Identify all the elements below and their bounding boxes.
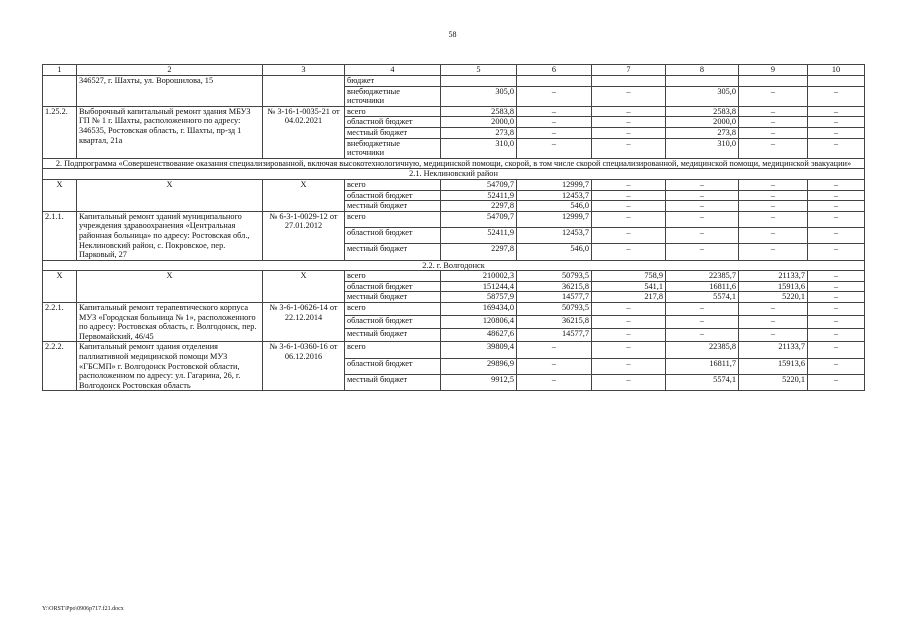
x-marker: Х xyxy=(263,271,345,303)
value-cell: – xyxy=(666,211,739,227)
column-header: 5 xyxy=(441,65,517,76)
value-cell: – xyxy=(808,244,865,260)
column-header: 3 xyxy=(263,65,345,76)
value-cell: 2297,8 xyxy=(441,201,517,212)
value-cell: – xyxy=(592,342,666,358)
funding-source: областной бюджет xyxy=(345,190,441,201)
item-number: 1.25.2. xyxy=(43,106,77,158)
value-cell: 52411,9 xyxy=(441,228,517,244)
value-cell: – xyxy=(592,201,666,212)
value-cell: – xyxy=(517,86,592,106)
x-marker: Х xyxy=(43,271,77,303)
value-cell: 217,8 xyxy=(592,292,666,303)
value-cell: 2000,0 xyxy=(441,117,517,128)
value-cell: 50793,5 xyxy=(517,303,592,316)
table-row xyxy=(43,271,865,282)
page-number: 58 xyxy=(448,30,457,39)
value-cell: – xyxy=(808,316,865,329)
value-cell: 5574,1 xyxy=(666,292,739,303)
value-cell: 54709,7 xyxy=(441,211,517,227)
funding-source: областной бюджет xyxy=(345,228,441,244)
value-cell: – xyxy=(592,244,666,260)
value-cell: – xyxy=(739,211,808,227)
column-header: 4 xyxy=(345,65,441,76)
value-cell: – xyxy=(517,138,592,158)
value-cell: – xyxy=(592,127,666,138)
value-cell: 546,0 xyxy=(517,201,592,212)
value-cell: – xyxy=(739,201,808,212)
value-cell: 36215,8 xyxy=(517,316,592,329)
value-cell: 305,0 xyxy=(441,86,517,106)
table-row xyxy=(43,179,865,190)
item-number xyxy=(43,76,77,107)
value-cell: 12999,7 xyxy=(517,211,592,227)
item-name: Капитальный ремонт зданий муниципального учреждения здравоохранения «Центральная районная больница» по адресу: Ростовская обл., Неклиновский район, с. Покровское, пер. Парковый, 27 xyxy=(77,211,263,260)
value-cell: – xyxy=(808,201,865,212)
section-title xyxy=(43,169,865,180)
value-cell: – xyxy=(808,106,865,117)
value-cell: – xyxy=(592,375,666,391)
value-cell: – xyxy=(592,106,666,117)
column-header: 7 xyxy=(592,65,666,76)
table-row xyxy=(43,342,865,358)
value-cell: – xyxy=(666,303,739,316)
value-cell: – xyxy=(517,127,592,138)
item-code: № 3-6-1-0626-14 от 22.12.2014 xyxy=(263,303,345,342)
value-cell: – xyxy=(739,190,808,201)
section-title-text: 2.1. Неклиновский район xyxy=(43,169,865,180)
subprogram-title-text: 2. Подпрограмма «Совершенствование оказания специализированной, включая высокотехнологичную, медицинской помощи, скорой, в том числе скорой специализированной, медицинской помощи, медицинской эвакуации» xyxy=(43,158,865,169)
value-cell: 2297,8 xyxy=(441,244,517,260)
funding-source: местный бюджет xyxy=(345,244,441,260)
value-cell: – xyxy=(808,127,865,138)
funding-source: внебюджетные источники xyxy=(345,86,441,106)
value-cell: – xyxy=(808,303,865,316)
value-cell: – xyxy=(517,117,592,128)
funding-source: внебюджетные источники xyxy=(345,138,441,158)
value-cell: – xyxy=(517,342,592,358)
table-row xyxy=(43,211,865,227)
value-cell: 310,0 xyxy=(666,138,739,158)
item-code: № 3-16-1-0035-21 от 04.02.2021 xyxy=(263,106,345,158)
value-cell: – xyxy=(592,86,666,106)
column-header: 6 xyxy=(517,65,592,76)
item-name: 346527, г. Шахты, ул. Ворошилова, 15 xyxy=(77,76,263,107)
value-cell: – xyxy=(739,138,808,158)
value-cell: – xyxy=(808,281,865,292)
funding-source: областной бюджет xyxy=(345,358,441,374)
value-cell: 12453,7 xyxy=(517,190,592,201)
budget-table xyxy=(42,64,865,391)
value-cell: 2000,0 xyxy=(666,117,739,128)
value-cell xyxy=(441,76,517,87)
value-cell: 2583,8 xyxy=(441,106,517,117)
column-header: 1 xyxy=(43,65,77,76)
value-cell: – xyxy=(517,106,592,117)
value-cell: – xyxy=(808,86,865,106)
column-header: 10 xyxy=(808,65,865,76)
value-cell: – xyxy=(666,228,739,244)
header-row xyxy=(43,65,865,76)
value-cell: 15913,6 xyxy=(739,281,808,292)
value-cell: 15913,6 xyxy=(739,358,808,374)
x-marker: Х xyxy=(77,271,263,303)
value-cell: – xyxy=(739,86,808,106)
value-cell: – xyxy=(739,106,808,117)
value-cell: 29896,9 xyxy=(441,358,517,374)
value-cell: – xyxy=(808,117,865,128)
value-cell: 52411,9 xyxy=(441,190,517,201)
value-cell: 151244,4 xyxy=(441,281,517,292)
funding-source: всего xyxy=(345,271,441,282)
value-cell: – xyxy=(739,117,808,128)
value-cell xyxy=(666,76,739,87)
funding-source: бюджет xyxy=(345,76,441,87)
value-cell: – xyxy=(808,228,865,244)
file-path-footer: Y:\ORST\Ppo\0906p717.f21.docx xyxy=(42,606,124,612)
value-cell: – xyxy=(808,329,865,342)
item-name: Выборочный капитальный ремонт здания МБУЗ ГП № 1 г. Шахты, расположенного по адресу: 346535, Ростовская область, г. Шахты, пр-зд 1 квартал, 21а xyxy=(77,106,263,158)
value-cell: – xyxy=(739,244,808,260)
value-cell: 16811,7 xyxy=(666,358,739,374)
value-cell: – xyxy=(592,228,666,244)
table-row xyxy=(43,106,865,117)
value-cell: – xyxy=(808,358,865,374)
value-cell: 12999,7 xyxy=(517,179,592,190)
value-cell: – xyxy=(666,329,739,342)
section-title xyxy=(43,260,865,271)
column-header: 2 xyxy=(77,65,263,76)
value-cell: – xyxy=(592,358,666,374)
funding-source: областной бюджет xyxy=(345,281,441,292)
value-cell: – xyxy=(739,179,808,190)
value-cell: 14577,7 xyxy=(517,292,592,303)
funding-source: местный бюджет xyxy=(345,127,441,138)
value-cell: 305,0 xyxy=(666,86,739,106)
funding-source: областной бюджет xyxy=(345,316,441,329)
value-cell: – xyxy=(666,179,739,190)
value-cell: – xyxy=(517,375,592,391)
value-cell: 36215,8 xyxy=(517,281,592,292)
value-cell: 273,8 xyxy=(666,127,739,138)
item-number: 2.2.2. xyxy=(43,342,77,391)
value-cell: 58757,9 xyxy=(441,292,517,303)
table-row xyxy=(43,76,865,87)
value-cell: 39809,4 xyxy=(441,342,517,358)
value-cell: – xyxy=(592,117,666,128)
value-cell: – xyxy=(808,342,865,358)
value-cell xyxy=(739,76,808,87)
value-cell: 758,9 xyxy=(592,271,666,282)
value-cell: – xyxy=(808,211,865,227)
funding-source: местный бюджет xyxy=(345,375,441,391)
value-cell: 541,1 xyxy=(592,281,666,292)
value-cell: 16811,6 xyxy=(666,281,739,292)
value-cell: – xyxy=(808,190,865,201)
funding-source: местный бюджет xyxy=(345,292,441,303)
value-cell: – xyxy=(592,211,666,227)
funding-source: всего xyxy=(345,106,441,117)
subprogram-title xyxy=(43,158,865,169)
value-cell: – xyxy=(808,138,865,158)
x-marker: Х xyxy=(263,179,345,211)
value-cell: 9912,5 xyxy=(441,375,517,391)
item-number: 2.1.1. xyxy=(43,211,77,260)
value-cell: 14577,7 xyxy=(517,329,592,342)
value-cell: 5574,1 xyxy=(666,375,739,391)
funding-source: областной бюджет xyxy=(345,117,441,128)
value-cell: – xyxy=(739,329,808,342)
value-cell xyxy=(517,76,592,87)
value-cell: – xyxy=(666,244,739,260)
value-cell: 273,8 xyxy=(441,127,517,138)
value-cell: – xyxy=(666,316,739,329)
value-cell xyxy=(592,76,666,87)
value-cell: – xyxy=(592,179,666,190)
value-cell: 2583,8 xyxy=(666,106,739,117)
funding-source: всего xyxy=(345,179,441,190)
value-cell: 12453,7 xyxy=(517,228,592,244)
column-header: 8 xyxy=(666,65,739,76)
value-cell: – xyxy=(739,228,808,244)
value-cell: 48627,6 xyxy=(441,329,517,342)
value-cell: 546,0 xyxy=(517,244,592,260)
item-code: № 6-3-1-0029-12 от 27.01.2012 xyxy=(263,211,345,260)
value-cell: – xyxy=(592,316,666,329)
value-cell: – xyxy=(666,190,739,201)
value-cell: 22385,7 xyxy=(666,271,739,282)
value-cell: 310,0 xyxy=(441,138,517,158)
item-number: 2.2.1. xyxy=(43,303,77,342)
x-marker: Х xyxy=(43,179,77,211)
value-cell: – xyxy=(666,201,739,212)
value-cell: 5220,1 xyxy=(739,375,808,391)
value-cell: – xyxy=(592,138,666,158)
value-cell: 50793,5 xyxy=(517,271,592,282)
value-cell: – xyxy=(808,179,865,190)
funding-source: всего xyxy=(345,303,441,316)
value-cell: – xyxy=(739,316,808,329)
funding-source: всего xyxy=(345,211,441,227)
table-row xyxy=(43,303,865,316)
value-cell xyxy=(808,76,865,87)
item-code xyxy=(263,76,345,107)
funding-source: местный бюджет xyxy=(345,201,441,212)
value-cell: 5220,1 xyxy=(739,292,808,303)
value-cell: 169434,0 xyxy=(441,303,517,316)
value-cell: 210002,3 xyxy=(441,271,517,282)
value-cell: 22385,8 xyxy=(666,342,739,358)
column-header: 9 xyxy=(739,65,808,76)
value-cell: – xyxy=(808,375,865,391)
funding-source: всего xyxy=(345,342,441,358)
value-cell: – xyxy=(517,358,592,374)
section-title-text: 2.2. г. Волгодонск xyxy=(43,260,865,271)
value-cell: – xyxy=(808,271,865,282)
funding-source: местный бюджет xyxy=(345,329,441,342)
value-cell: – xyxy=(592,303,666,316)
item-code: № 3-6-1-0360-16 от 06.12.2016 xyxy=(263,342,345,391)
value-cell: 21133,7 xyxy=(739,342,808,358)
value-cell: – xyxy=(592,190,666,201)
value-cell: – xyxy=(739,303,808,316)
value-cell: 21133,7 xyxy=(739,271,808,282)
value-cell: 120806,4 xyxy=(441,316,517,329)
item-name: Капитальный ремонт здания отделения паллиативной медицинской помощи МУЗ «ГБСМП» г. Волгодонск Ростовской области, расположенном по адресу: ул. Гагарина, 26, г. Волгодонск Ростовская область xyxy=(77,342,263,391)
value-cell: – xyxy=(592,329,666,342)
item-name: Капитальный ремонт терапевтического корпуса МУЗ «Городская больница № 1», расположенного по адресу: Ростовская область, г. Волгодонск, пер. Первомайский, 46/45 xyxy=(77,303,263,342)
value-cell: – xyxy=(808,292,865,303)
value-cell: – xyxy=(739,127,808,138)
value-cell: 54709,7 xyxy=(441,179,517,190)
x-marker: Х xyxy=(77,179,263,211)
